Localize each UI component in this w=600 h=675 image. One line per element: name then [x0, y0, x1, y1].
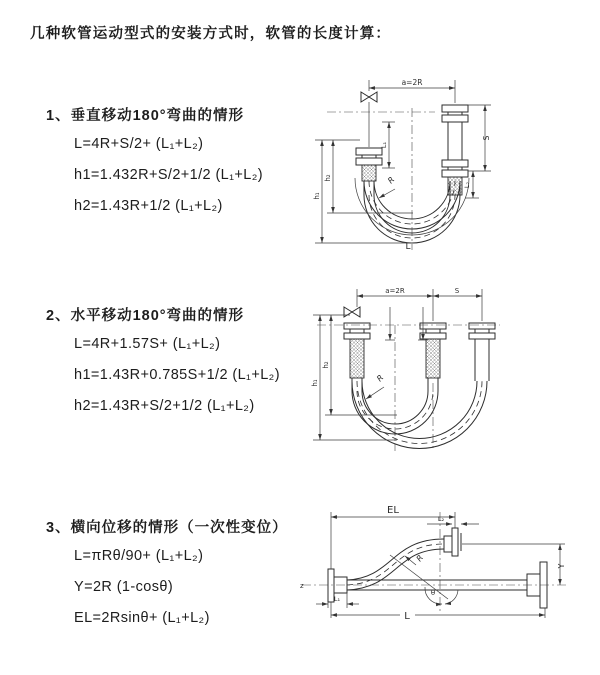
valve-icon: [361, 92, 377, 147]
diagram-vertical-180-bend: [305, 68, 505, 253]
centerlines: [302, 512, 567, 612]
diagram-horizontal-180-bend: [305, 283, 510, 455]
section1-heading: 1、垂直移动180°弯曲的情形: [46, 108, 245, 124]
dim-label-el: EL: [387, 505, 399, 516]
radius-leader: [379, 175, 396, 198]
left-pipe: [344, 323, 370, 378]
section2-formula-h2: h2=1.43R+S/2+1/2 (L₁+L₂): [74, 398, 255, 414]
dim-label-s: S: [454, 287, 460, 295]
dimension-s-l2: [463, 105, 491, 198]
curved-hose: [347, 539, 444, 590]
dimension-l2: [427, 515, 479, 524]
section2-formula-L: L=4R+1.57S+ (L₁+L₂): [74, 336, 221, 352]
dim-label-len: L: [404, 611, 410, 622]
right-pipe: [469, 323, 495, 381]
middle-pipe: [420, 323, 446, 378]
radius-leader: [366, 373, 385, 399]
dim-label-h2: h₂: [322, 361, 330, 369]
dim-label-l2: L₂: [437, 515, 445, 523]
dimension-el: [331, 505, 455, 569]
dimension-a2r: [369, 78, 455, 103]
dim-label-l2: L₂: [463, 181, 471, 189]
section3-formula-EL: EL=2Rsinθ+ (L₁+L₂): [74, 610, 210, 626]
left-pipe: [356, 148, 382, 181]
hose-u-bends: [352, 378, 487, 449]
section1-formula-L: L=4R+S/2+ (L₁+L₂): [74, 136, 204, 152]
section1-formula-h1: h1=1.432R+S/2+1/2 (L₁+L₂): [74, 167, 264, 183]
dim-label-h1: h₁: [311, 379, 319, 387]
dim-label-h2: h₂: [324, 174, 332, 182]
dim-label-angle: θ: [430, 589, 436, 597]
dimension-l1: [316, 593, 359, 608]
dim-label-l1: L₁: [380, 141, 388, 149]
page-title: 几种软管运动型式的安装方式时，软管的长度计算：: [30, 26, 392, 42]
dim-label-a2r: a=2R: [385, 287, 405, 295]
dimension-l: [331, 602, 545, 622]
dim-label-radius: R: [386, 175, 397, 186]
dimension-a2r-s: [357, 287, 482, 321]
section1-formula-h2: h2=1.43R+1/2 (L₁+L₂): [74, 198, 223, 214]
section2-heading: 2、水平移动180°弯曲的情形: [46, 308, 245, 324]
top-flange: [444, 528, 461, 556]
section3-formula-L: L=πRθ/90+ (L₁+L₂): [74, 548, 204, 564]
dim-label-a2r: a=2R: [401, 78, 423, 87]
dim-label-l1: L₁: [333, 595, 341, 603]
dim-label-radius: R: [375, 373, 386, 384]
diagram-lateral-displacement: [295, 500, 580, 625]
valve-icon: [344, 307, 360, 317]
axis-mark-z: z: [300, 582, 304, 590]
dim-label-s: S: [482, 135, 491, 141]
section3-heading: 3、横向位移的情形（一次性变位）: [46, 520, 288, 536]
dim-label-length: L: [405, 242, 411, 252]
dimension-y: [462, 544, 566, 585]
dim-label-h1: h₁: [313, 192, 321, 200]
dim-label-y: Y: [557, 563, 566, 569]
dim-label-radius: R: [414, 553, 426, 564]
section2-formula-h1: h1=1.43R+0.785S+1/2 (L₁+L₂): [74, 367, 280, 383]
section3-formula-Y: Y=2R (1-cosθ): [74, 579, 174, 595]
